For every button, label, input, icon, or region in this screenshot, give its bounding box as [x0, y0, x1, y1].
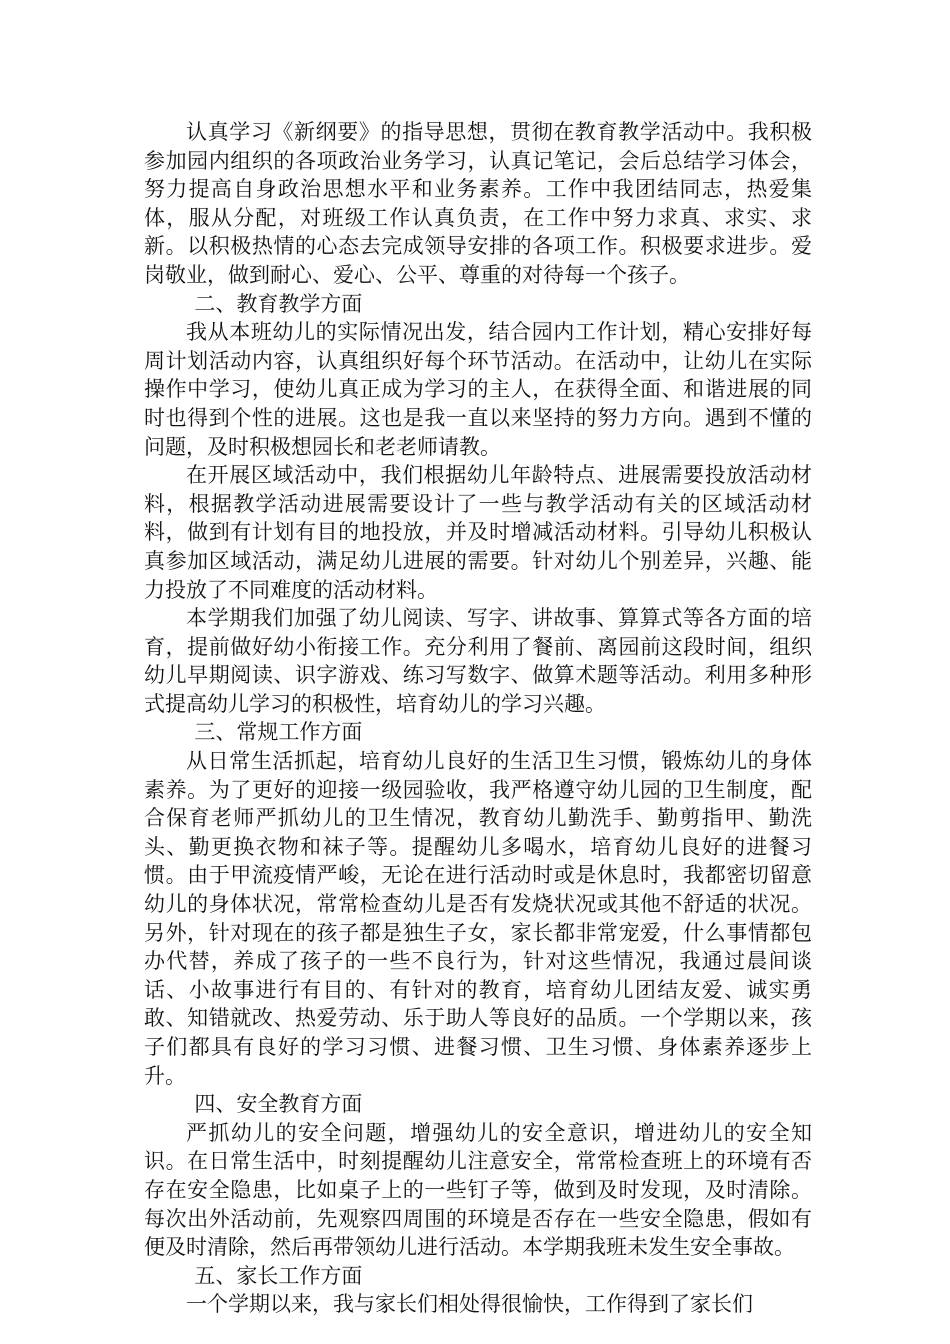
heading-teaching: 二、教育教学方面 [194, 291, 363, 316]
paragraph-study: 认真学习《新纲要》的指导思想，贯彻在教育教学活动中。我积极参加园内组织的各项政治业务学习，认真记笔记，会后总结学习体会，努力提高自身政治思想水平和业务素养。工作中我团结同志，热爱集体，服从分配，对班级工作认真负责，在工作中努力求真、求实、求新。以积极热情的心态去完成领导安排的各项工作。积极要求进步。爱岗敬业，做到耐心、爱心、公平、尊重的对待每一个孩子。 [144, 120, 812, 287]
paragraph-area-activities: 在开展区域活动中，我们根据幼儿年龄特点、进展需要投放活动材料，根据教学活动进展需要设计了一些与教学活动有关的区域活动材料，做到有计划有目的地投放，并及时增减活动材料。引导幼儿积极认真参加区域活动，满足幼儿进展的需要。针对幼儿个别差异，兴趣、能力投放了不同难度的活动材料。 [144, 463, 812, 602]
paragraph-reading-writing: 本学期我们加强了幼儿阅读、写字、讲故事、算算式等各方面的培育，提前做好幼小衔接工作。充分利用了餐前、离园前这段时间，组织幼儿早期阅读、识字游戏、练习写数字、做算术题等活动。利用多种形式提高幼儿学习的积极性，培育幼儿的学习兴趣。 [144, 606, 812, 716]
document-page [144, 118, 812, 1319]
paragraph-safety: 严抓幼儿的安全问题，增强幼儿的安全意识，增进幼儿的安全知识。在日常生活中，时刻提醒幼儿注意安全，常常检查班上的环境有否存在安全隐患，比如桌子上的一些钉子等，做到及时发现，及时清除。每次出外活动前，先观察四周围的环境是否存在一些安全隐患，假如有便及时清除，然后再带领幼儿进行活动。本学期我班未发生安全事故。 [144, 1120, 812, 1260]
paragraph-routine: 从日常生活抓起，培育幼儿良好的生活卫生习惯，锻炼幼儿的身体素养。为了更好的迎接一级园验收，我严格遵守幼儿园的卫生制度，配合保育老师严抓幼儿的卫生情况，教育幼儿勤洗手、勤剪指甲、勤洗头、勤更换衣物和袜子等。提醒幼儿多喝水，培育幼儿良好的进餐习惯。由于甲流疫情严峻，无论在进行活动时或是休息时，我都密切留意幼儿的身体状况，常常检查幼儿是否有发烧状况或其他不舒适的状况。另外，针对现在的孩子都是独生子女，家长都非常宠爱，什么事情都包办代替，养成了孩子的一些不良行为，针对这些情况，我通过晨间谈话、小故事进行有目的、有针对的教育，培育幼儿团结友爱、诚实勇敢、知错就改、热爱劳动、乐于助人等良好的品质。一个学期以来，孩子们都具有良好的学习习惯、进餐习惯、卫生习惯、身体素养逐步上升。 [144, 749, 812, 1088]
paragraph-teaching-plan: 我从本班幼儿的实际情况出发，结合园内工作计划，精心安排好每周计划活动内容，认真组织好每个环节活动。在活动中，让幼儿在实际操作中学习，使幼儿真正成为学习的主人，在获得全面、和谐进展的同时也得到个性的进展。这也是我一直以来坚持的努力方向。遇到不懂的问题，及时积极想园长和老老师请教。 [144, 320, 812, 459]
heading-safety: 四、安全教育方面 [194, 1092, 363, 1117]
heading-parents: 五、家长工作方面 [194, 1263, 363, 1288]
paragraph-parents: 一个学期以来，我与家长们相处得很愉快，工作得到了家长们 [186, 1292, 753, 1317]
heading-routine: 三、常规工作方面 [194, 720, 363, 745]
